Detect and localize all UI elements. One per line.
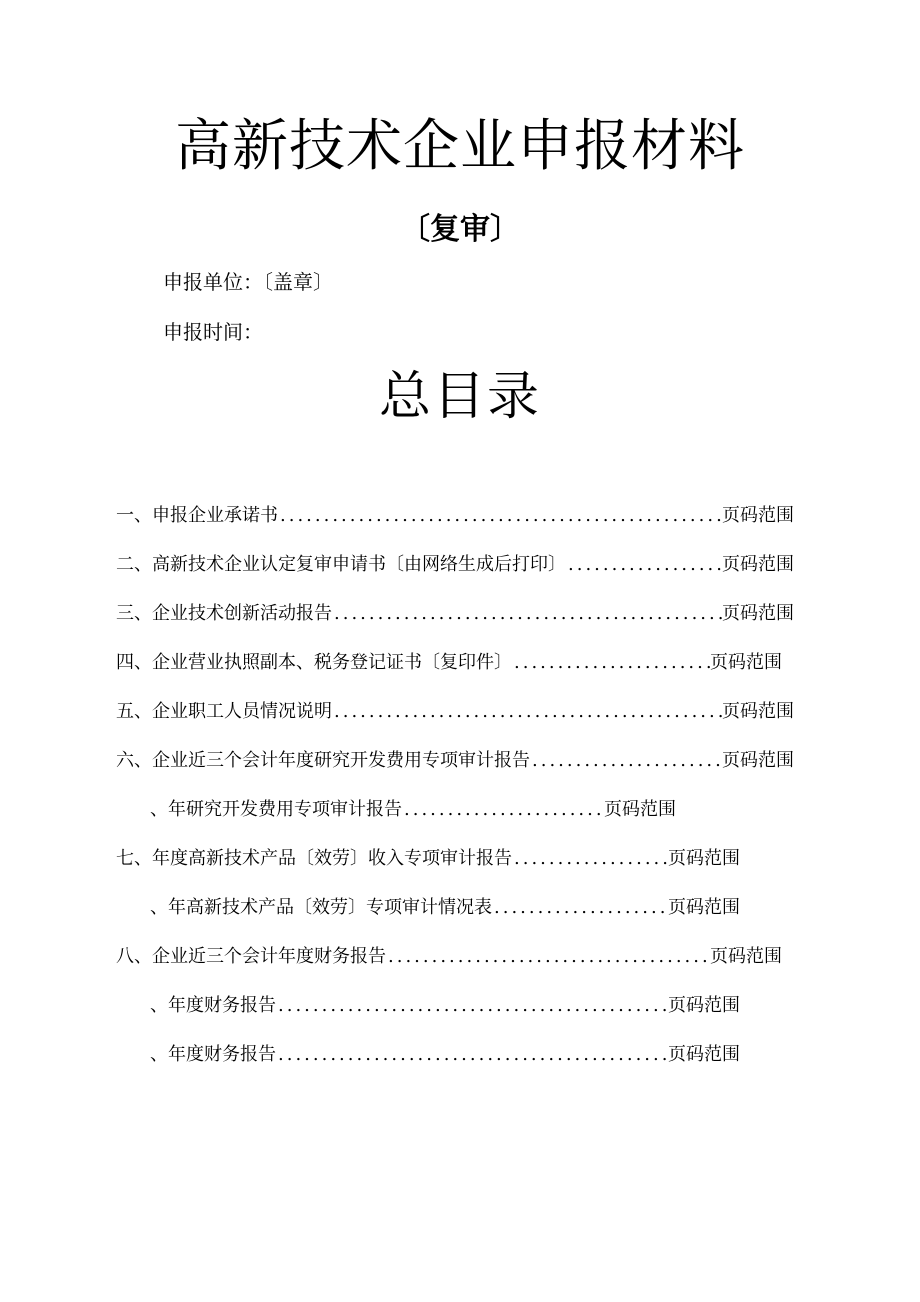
toc-entry-8[interactable] [116,941,782,973]
toc-entry-number: 八、 [116,946,152,967]
toc-entry-page-range: 页码范围 [710,652,782,673]
toc-entry-page-range: 页码范围 [668,1044,740,1065]
toc-dot-leader [512,647,710,679]
toc-entry-4[interactable] [116,647,782,679]
toc-entry-number: 六、 [116,750,152,771]
toc-entry-page-range: 页码范围 [722,603,794,624]
document-title: 高新技术企业申报材料 [175,114,745,179]
toc-entry-3[interactable] [116,598,794,630]
toc-entry-title: 、年研究开发费用专项审计报告 [150,799,402,820]
toc-entry-number: 七、 [116,848,152,869]
toc-subentry-8-2[interactable] [150,1039,740,1071]
toc-entry-7[interactable] [116,843,740,875]
toc-dot-leader [276,1039,668,1071]
application-time-label: 申报时间： [163,320,263,344]
toc-entry-title: 企业技术创新活动报告 [152,603,332,624]
toc-dot-leader [402,794,604,826]
toc-entry-5[interactable] [116,696,794,728]
toc-entry-title: 、年度财务报告 [150,995,276,1016]
toc-entry-title: 企业近三个会计年度财务报告 [152,946,386,967]
toc-entry-number: 三、 [116,603,152,624]
toc-entry-title: 企业职工人员情况说明 [152,701,332,722]
toc-subentry-8-1[interactable] [150,990,740,1022]
toc-entry-page-range: 页码范围 [722,554,794,575]
toc-dot-leader [512,843,668,875]
toc-entry-title: 、年度财务报告 [150,1044,276,1065]
toc-entry-page-range: 页码范围 [722,505,794,526]
toc-entry-title: 企业近三个会计年度研究开发费用专项审计报告 [152,750,530,771]
toc-entry-1[interactable] [116,500,794,532]
toc-entry-page-range: 页码范围 [604,799,676,820]
toc-entry-2[interactable] [116,549,794,581]
applicant-unit-label: 申报单位：〔盖章〕 [163,270,333,294]
toc-entry-title: 年度高新技术产品〔效劳〕收入专项审计报告 [152,848,512,869]
toc-dot-leader [276,990,668,1022]
toc-entry-page-range: 页码范围 [722,750,794,771]
toc-entry-number: 二、 [116,554,152,575]
toc-dot-leader [566,549,722,581]
toc-entry-page-range: 页码范围 [710,946,782,967]
toc-entry-number: 五、 [116,701,152,722]
toc-entry-title: 企业营业执照副本、税务登记证书〔复印件〕 [152,652,512,673]
toc-entry-page-range: 页码范围 [668,897,740,918]
toc-entry-number: 一、 [116,505,152,526]
toc-entry-page-range: 页码范围 [722,701,794,722]
toc-title: 总目录 [378,367,541,427]
toc-entry-title: 、年高新技术产品〔效劳〕专项审计情况表 [150,897,492,918]
document-subtitle: 〔复审〕 [400,212,520,247]
toc-entry-page-range: 页码范围 [668,848,740,869]
toc-dot-leader [278,500,722,532]
toc-entry-number: 四、 [116,652,152,673]
toc-dot-leader [332,598,722,630]
toc-subentry-7-1[interactable] [150,892,740,924]
toc-entry-title: 高新技术企业认定复审申请书〔由网络生成后打印〕 [152,554,566,575]
toc-dot-leader [492,892,668,924]
toc-subentry-6-1[interactable] [150,794,676,826]
toc-entry-title: 申报企业承诺书 [152,505,278,526]
toc-dot-leader [530,745,722,777]
toc-dot-leader [332,696,722,728]
toc-dot-leader [386,941,710,973]
toc-entry-page-range: 页码范围 [668,995,740,1016]
toc-entry-6[interactable] [116,745,794,777]
